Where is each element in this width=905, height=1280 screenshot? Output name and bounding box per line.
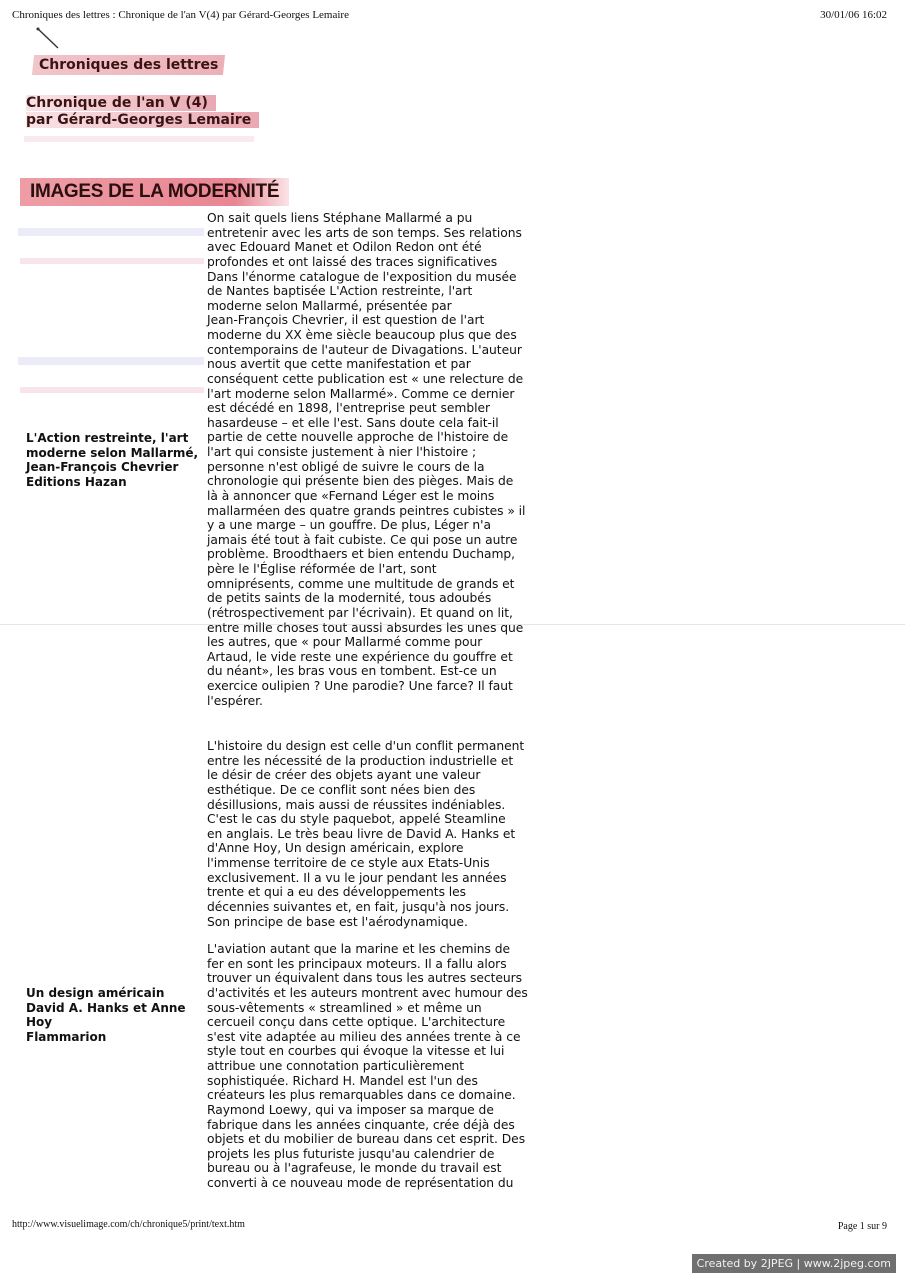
paragraph-line: d'activités et les auteurs montrent avec humour des	[207, 985, 528, 1000]
chronicle-title	[26, 95, 259, 129]
paragraph-line: de petits saints de la modernité, tous adoubés	[207, 591, 492, 606]
print-footer-url: http://www.visuelimage.com/ch/chronique5/print/text.htm	[12, 1219, 245, 1230]
chronicle-title-line1: Chronique de l'an V (4)	[26, 95, 216, 111]
paragraph-line: l'art qui consiste justement à nier l'histoire ;	[207, 445, 477, 459]
paragraph-line: hasardeuse – et elle l'est. Sans doute cela fait-il	[207, 415, 499, 430]
paragraph-line: attribue une connotation particulièrement	[207, 1059, 465, 1073]
paragraph-line: père le l'Église réformée de l'art, sont	[207, 562, 437, 576]
article-paragraph	[207, 942, 528, 1191]
book-reference	[26, 431, 198, 489]
paragraph-line: entretenir avec les arts de son temps. Ses relations	[207, 225, 522, 240]
print-footer-page: Page 1 sur 9	[837, 1221, 887, 1232]
watermark-badge: Created by 2JPEG | www.2jpeg.com	[692, 1254, 896, 1273]
paragraph-line: de Nantes baptisée L'Action restreinte, l'art	[207, 284, 473, 299]
paragraph-line: exclusivement. Il a vu le jour pendant les années	[207, 870, 507, 885]
paragraph-line: nous avertit que cette manifestation et par	[207, 357, 471, 372]
paragraph-line: Raymond Loewy, qui va imposer sa marque de	[207, 1102, 494, 1117]
faint-bar	[24, 136, 254, 142]
paragraph-line: d'Anne Hoy, Un design américain, explore	[207, 841, 464, 856]
paragraph-line: Son principe de base est l'aérodynamique.	[207, 914, 468, 929]
paragraph-line: l'art moderne selon Mallarmé». Comme ce dernier	[207, 386, 515, 401]
paragraph-line: converti à ce nouveau mode de représentation du	[207, 1176, 514, 1190]
paragraph-line: est décédé en 1898, l'entreprise peut sembler	[207, 401, 490, 416]
paragraph-line: y a une marge – un gouffre. De plus, Léger n'a	[207, 518, 491, 533]
paragraph-line: trouver un équivalent dans tous les autres secteurs	[207, 971, 522, 986]
paragraph-line: profondes et ont laissé des traces significatives	[207, 254, 498, 269]
paragraph-line: Jean-François Chevrier, il est question de l'art	[207, 313, 485, 328]
faint-bar	[18, 357, 204, 365]
paragraph-line: trente et qui a eu des développements les	[207, 885, 467, 900]
paragraph-line: entre mille choses tout aussi absurdes les unes que	[207, 620, 524, 635]
paragraph-line: conséquent cette publication est « une relecture de	[207, 371, 524, 386]
paragraph-line: cercueil conçu dans cette optique. L'architecture	[207, 1015, 506, 1030]
paragraph-line: sous-vêtements « streamlined » et même un	[207, 1000, 482, 1015]
paragraph-line: moderne du XX ème siècle beaucoup plus que des	[207, 328, 517, 342]
paragraph-line: l'immense territoire de ce style aux Etats-Unis	[207, 856, 490, 870]
paragraph-line: esthétique. De ce conflit sont nées bien des	[207, 782, 476, 797]
paragraph-line: sophistiquée. Richard H. Mandel est l'un des	[207, 1073, 478, 1088]
paragraph-line: moderne selon Mallarmé, présentée par	[207, 298, 452, 313]
paragraph-line: du néant», les bras vous en tombent. Est-ce un	[207, 664, 497, 679]
paragraph-line: mallarméen des quatre grands peintres cubistes » il	[207, 503, 526, 518]
book-reference-line: Jean-François Chevrier	[26, 460, 179, 475]
fold-line	[0, 624, 905, 625]
paragraph-line: objets et du mobilier de bureau dans cet esprit. Des	[207, 1132, 526, 1147]
paragraph-line: le désir de créer des objets ayant une valeur	[207, 768, 481, 783]
paragraph-line: On sait quels liens Stéphane Mallarmé a pu	[207, 211, 473, 225]
article-paragraph	[207, 211, 525, 708]
paragraph-line: projets les plus futuriste jusqu'au calendrier de	[207, 1146, 495, 1161]
scan-mark-icon	[36, 27, 62, 53]
paragraph-line: Artaud, le vide reste une expérience du gouffre et	[207, 649, 513, 664]
book-reference	[26, 986, 186, 1044]
site-name[interactable]	[32, 55, 225, 75]
paragraph-line: entre les nécessité de la production industrielle et	[207, 753, 514, 768]
print-header-datetime: 30/01/06 16:02	[820, 9, 887, 21]
paragraph-line: désillusions, mais aussi de réussites indéniables.	[207, 797, 506, 812]
paragraph-line: L'aviation autant que la marine et les chemins de	[207, 942, 510, 956]
paragraph-line: créateurs les plus remarquables dans ce domaine.	[207, 1088, 516, 1103]
paragraph-line: là à annoncer que «Fernand Léger est le moins	[207, 488, 495, 503]
paragraph-line: chronologie qui présente bien des pièges. Mais de	[207, 474, 514, 489]
section-title: IMAGES DE LA MODERNITÉ	[20, 178, 289, 206]
paragraph-line: L'histoire du design est celle d'un conflit permanent	[207, 739, 525, 753]
faint-bar	[18, 228, 204, 236]
book-reference-line: moderne selon Mallarmé,	[26, 445, 199, 460]
paragraph-line: exercice oulipien ? Une parodie? Une farce? Il faut	[207, 679, 513, 693]
paragraph-line: style tout en courbes qui évoque la vitesse et lui	[207, 1044, 505, 1059]
paragraph-line: les autres, que « pour Mallarmé comme pour	[207, 635, 483, 650]
paragraph-line: l'espérer.	[207, 693, 263, 708]
paragraph-line: en anglais. Le très beau livre de David A. Hanks et	[207, 826, 516, 841]
chronicle-title-line2: par Gérard-Georges Lemaire	[26, 112, 259, 128]
book-reference-line: Un design américain	[26, 986, 165, 1000]
paragraph-line: (rétrospectivement par l'écrivain). Et quand on lit,	[207, 605, 513, 620]
paragraph-line: partie de cette nouvelle approche de l'histoire de	[207, 430, 509, 445]
print-header-title: Chroniques des lettres : Chronique de l'an V(4) par Gérard-Georges Lemaire	[12, 9, 349, 21]
paragraph-line: jamais été tout à fait cubiste. Ce qui pose un autre	[207, 532, 518, 547]
paragraph-line: avec Edouard Manet et Odilon Redon ont été	[207, 240, 482, 255]
paragraph-line: décennies suivantes et, en fait, jusqu'à nos jours.	[207, 899, 510, 914]
paragraph-line: fabrique dans les années cinquante, crée déjà des	[207, 1117, 515, 1132]
paragraph-line: contemporains de l'auteur de Divagations. L'auteur	[207, 342, 522, 357]
book-reference-line: Editions Hazan	[26, 474, 127, 489]
paragraph-line: bureau ou à l'agrafeuse, le monde du travail est	[207, 1161, 502, 1176]
book-reference-line: Hoy	[26, 1015, 53, 1030]
book-reference-line: David A. Hanks et Anne	[26, 1000, 186, 1015]
paragraph-line: personne n'est obligé de suivre le cours de la	[207, 459, 485, 474]
faint-bar	[20, 258, 204, 264]
faint-bar	[20, 387, 204, 393]
paragraph-line: omniprésents, comme une multitude de grands et	[207, 576, 515, 591]
paragraph-line: Dans l'énorme catalogue de l'exposition du musée	[207, 269, 517, 284]
site-name-label: Chroniques des lettres	[39, 57, 219, 73]
paragraph-line: problème. Broodthaers et bien entendu Duchamp,	[207, 547, 516, 562]
paragraph-line: fer en sont les principaux moteurs. Il a fallu alors	[207, 956, 507, 971]
book-reference-line: L'Action restreinte, l'art	[26, 431, 189, 445]
paragraph-line: C'est le cas du style paquebot, appelé Steamline	[207, 812, 506, 827]
paragraph-line: s'est vite adaptée au milieu des années trente à ce	[207, 1029, 521, 1044]
article-paragraph	[207, 739, 524, 929]
book-reference-line: Flammarion	[26, 1029, 107, 1044]
